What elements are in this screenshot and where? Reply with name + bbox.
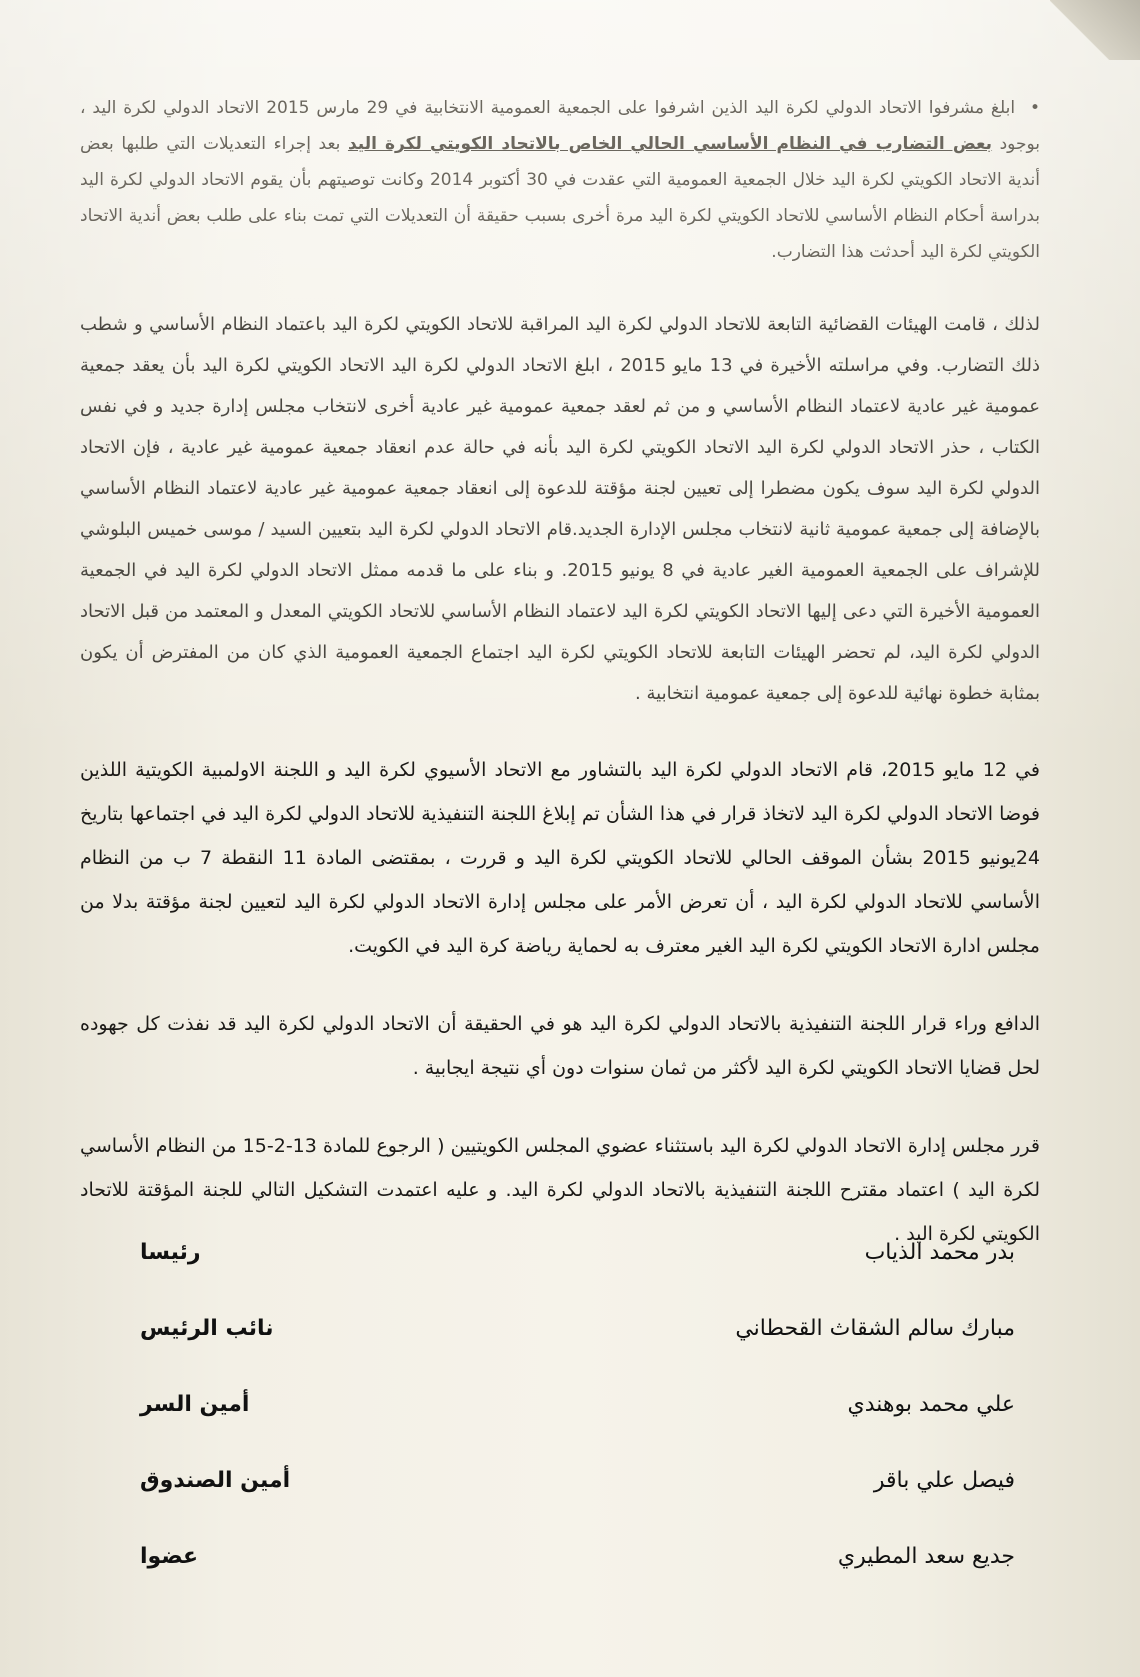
member-role: أمين الصندوق (140, 1468, 291, 1493)
member-name: مبارك سالم الشقاث القحطاني (735, 1316, 1015, 1341)
paragraph-1-start: ابلغ مشرفوا الاتحاد الدولي لكرة اليد الذين اشرفوا على الجمعية العمومية الانتخابية في 29 مارس 2015 الاتحاد الدولي لكرة اليد ، بوجود (80, 98, 1040, 154)
member-name: فيصل علي باقر (873, 1468, 1015, 1493)
member-role: نائب الرئيس (140, 1316, 274, 1341)
committee-member (140, 1316, 1015, 1392)
paragraph-3: في 12 مايو 2015، قام الاتحاد الدولي لكرة اليد بالتشاور مع الاتحاد الأسيوي لكرة اليد و اللجنة الاولمبية الكويتية اللذين فوضا الاتحاد الدولي لكرة اليد لاتخاذ قرار في هذا الشأن تم إبلاغ اللجنة التنفيذية للاتحاد الدولي لكرة اليد في اجتماعها بتاريخ 24يونيو 2015 بشأن الموقف الحالي للاتحاد الكويتي لكرة اليد و قررت ، بمقتضى المادة 11 النقطة 7 ب من النظام الأساسي للاتحاد الدولي لكرة اليد ، أن تعرض الأمر على مجلس إدارة الاتحاد الدولي لكرة اليد لتعيين لجنة مؤقتة بدلا من مجلس ادارة الاتحاد الكويتي لكرة اليد الغير معترف به لحماية رياضة كرة اليد في الكويت. (80, 759, 1041, 957)
committee-member (140, 1544, 1015, 1620)
paragraph-1-underlined: بعض التضارب في النظام الأساسي الحالي الخاص بالاتحاد الكويتي لكرة اليد (347, 134, 993, 154)
member-role: أمين السر (140, 1392, 250, 1417)
committee-member (140, 1468, 1015, 1544)
member-name: بدر محمد الذياب (864, 1240, 1015, 1265)
paragraph-4: الدافع وراء قرار اللجنة التنفيذية بالاتحاد الدولي لكرة اليد هو في الحقيقة أن الاتحاد الدولي لكرة اليد قد نفذت كل جهوده لحل قضايا الاتحاد الكويتي لكرة اليد لأكثر من ثمان سنوات دون أي نتيجة ايجابية . (80, 1013, 1040, 1079)
member-name: علي محمد بوهندي (847, 1392, 1015, 1417)
member-role: رئيسا (140, 1240, 201, 1265)
document-body (80, 90, 1040, 1290)
paragraph-1-end: بعد إجراء التعديلات التي طلبها بعض أندية الاتحاد الكويتي لكرة اليد خلال الجمعية العمومية التي عقدت في 30 أكتوبر 2014 وكانت توصيتهم بأن يقوم الاتحاد الدولي لكرة اليد بدراسة أحكام النظام الأساسي للاتحاد الكويتي لكرة اليد مرة أخرى بسبب حقيقة أن التعديلات التي تمت بناء على طلب بعض أندية الاتحاد الكويتي لكرة اليد أحدثت هذا التضارب. (80, 134, 1040, 262)
page-corner-shadow (1050, 0, 1140, 60)
paragraph-2: لذلك ، قامت الهيئات القضائية التابعة للاتحاد الدولي لكرة اليد المراقبة للاتحاد الكويتي لكرة اليد باعتماد النظام الأساسي و شطب ذلك التضارب. وفي مراسلته الأخيرة في 13 مايو 2015 ، ابلغ الاتحاد الدولي لكرة اليد الاتحاد الكويتي لكرة اليد بأن يعقد جمعية عمومية غير عادية لاعتماد النظام الأساسي و من ثم لعقد جمعية عمومية غير عادية أخرى لانتخاب مجلس إدارة جديد و في نفس الكتاب ، حذر الاتحاد الدولي لكرة اليد الاتحاد الكويتي لكرة اليد بأنه في حالة عدم انعقاد جمعية عمومية غير عادية ، فإن الاتحاد الدولي لكرة اليد سوف يكون مضطرا إلى تعيين لجنة مؤقتة للدعوة إلى انعقاد جمعية عمومية غير عادية لاعتماد النظام الأساسي بالإضافة إلى جمعية عمومية ثانية لانتخاب مجلس الإدارة الجديد.قام الاتحاد الدولي لكرة اليد بتعيين السيد / موسى خميس البلوشي للإشراف على الجمعية العمومية الغير عادية في 8 يونيو 2015. و بناء على ما قدمه ممثل الاتحاد الدولي لكرة اليد في الجمعية العمومية الأخيرة التي دعى إليها الاتحاد الكويتي لكرة اليد لاعتماد النظام الأساسي للاتحاد الكويتي المعدل و المعتمد من قبل الاتحاد الدولي لكرة اليد، لم تحضر الهيئات التابعة للاتحاد الكويتي لكرة اليد اجتماع الجمعية العمومية الذي كان من المفترض أن يكون بمثابة خطوة نهائية للدعوة إلى جمعية عمومية انتخابية . (80, 314, 1040, 704)
committee-member (140, 1240, 1015, 1316)
committee-list (140, 1240, 1015, 1620)
bullet-icon: • (1029, 98, 1040, 118)
member-role: عضوا (140, 1544, 199, 1569)
paragraph-5: قرر مجلس إدارة الاتحاد الدولي لكرة اليد باستثناء عضوي المجلس الكويتيين ( الرجوع للمادة 13-2-15 من النظام الأساسي لكرة اليد ) اعتماد مقترح اللجنة التنفيذية بالاتحاد الدولي لكرة اليد. و عليه اعتمدت التشكيل التالي للجنة المؤقتة للاتحاد الكويتي لكرة اليد . (80, 1135, 1040, 1245)
member-name: جديع سعد المطيري (837, 1544, 1015, 1569)
paragraph-1 (80, 90, 1040, 270)
committee-member (140, 1392, 1015, 1468)
